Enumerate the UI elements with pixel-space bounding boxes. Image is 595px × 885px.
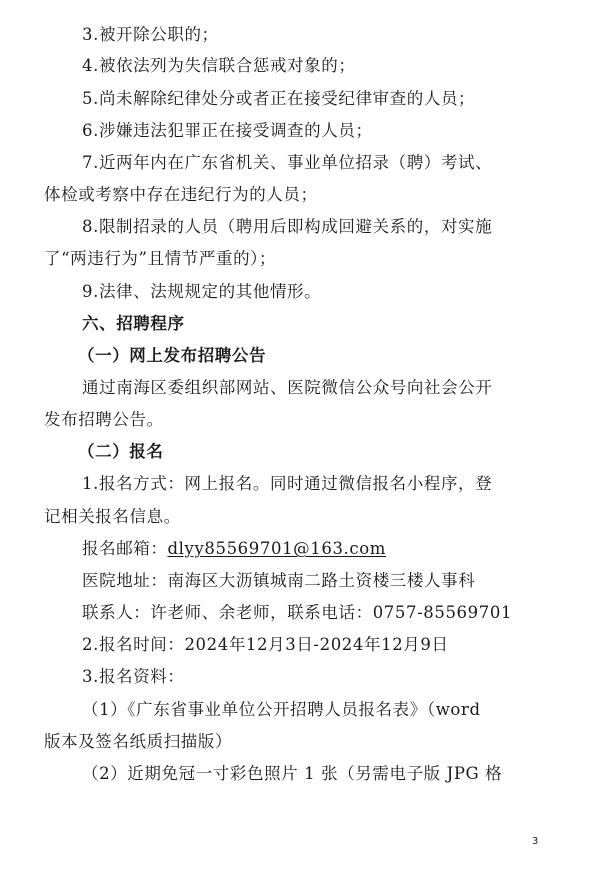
email-line xyxy=(82,538,386,560)
subsection-heading: （一）网上发布招聘公告 xyxy=(78,346,267,365)
text-line: 8.限制招录的人员（聘用后即构成回避关系的，对实施 xyxy=(82,217,493,236)
text-line: 记相关报名信息。 xyxy=(44,507,181,526)
text-line: 医院地址：南海区大沥镇城南二路土资楼三楼人事科 xyxy=(82,571,476,590)
text-line: 了“两违行为”且情节严重的）； xyxy=(44,249,277,268)
email-label: 报名邮箱： xyxy=(82,539,168,558)
subsection-heading: （二）报名 xyxy=(78,442,164,461)
text-line: 2.报名时间：2024年12月3日-2024年12月9日 xyxy=(82,635,449,654)
text-line: 联系人：许老师、余老师，联系电话：0757-85569701 xyxy=(82,603,513,622)
text-line: 通过南海区委组织部网站、医院微信公众号向社会公开 xyxy=(82,378,493,397)
text-line: 3.报名资料： xyxy=(82,667,185,686)
text-line: 6.涉嫌违法犯罪正在接受调查的人员； xyxy=(82,121,373,140)
text-line: 版本及签名纸质扫描版） xyxy=(44,732,233,751)
text-line: （2）近期免冠一寸彩色照片 1 张（另需电子版 JPG 格 xyxy=(82,764,503,783)
page-number: 3 xyxy=(532,836,539,847)
text-line: 4.被依法列为失信联合惩戒对象的； xyxy=(82,56,356,75)
text-line: 7.近两年内在广东省机关、事业单位招录（聘）考试、 xyxy=(82,153,493,172)
text-line: 9.法律、法规规定的其他情形。 xyxy=(82,282,322,301)
text-line: 3.被开除公职的； xyxy=(82,25,219,44)
text-line: 体检或考察中存在违纪行为的人员； xyxy=(44,185,318,204)
email-link[interactable]: dlyy85569701@163.com xyxy=(167,539,387,558)
section-heading: 六、招聘程序 xyxy=(82,314,185,333)
text-line: 5.尚未解除纪律处分或者正在接受纪律审查的人员； xyxy=(82,89,476,108)
text-line: （1）《广东省事业单位公开招聘人员报名表》（word xyxy=(82,700,481,719)
text-line: 发布招聘公告。 xyxy=(44,410,164,429)
text-line: 1.报名方式：网上报名。同时通过微信报名小程序，登 xyxy=(82,474,493,493)
